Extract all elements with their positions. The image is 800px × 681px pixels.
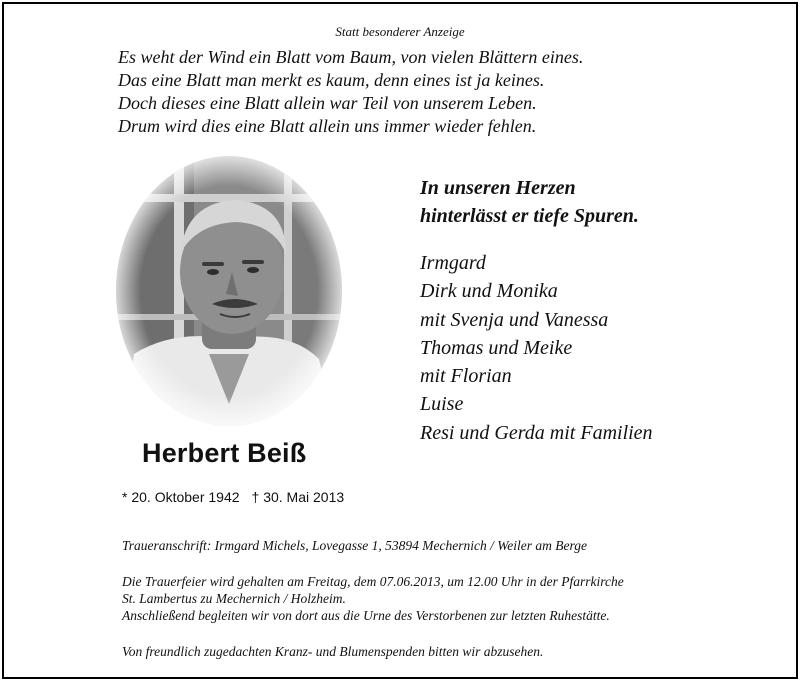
- mourner: Resi und Gerda mit Familien: [420, 421, 653, 444]
- notice-header: Statt besonderer Anzeige: [335, 24, 465, 39]
- mourner: mit Svenja und Vanessa: [420, 308, 609, 331]
- flowers-note: Von freundlich zugedachten Kranz- und Blumenspenden bitten wir abzusehen.: [122, 644, 544, 659]
- motto-line: In unseren Herzen: [420, 177, 576, 199]
- funeral-line: Anschließend begleiten wir von dort aus die Urne des Verstorbenen zur letzten Ruhestätte.: [122, 608, 610, 623]
- poem-line: Das eine Blatt man merkt es kaum, denn eines ist ja keines.: [118, 70, 545, 90]
- mourner: mit Florian: [420, 365, 512, 388]
- mourning-address: Traueranschrift: Irmgard Michels, Lovegasse 1, 53894 Mechernich / Weiler am Berge: [122, 538, 587, 553]
- poem: [118, 46, 583, 138]
- funeral-details: [122, 573, 624, 624]
- mourners-list: [420, 249, 653, 447]
- motto-line: hinterlässt er tiefe Spuren.: [420, 205, 639, 227]
- deceased-name: Herbert Beiß: [142, 438, 307, 468]
- poem-line: Es weht der Wind ein Blatt vom Baum, von vielen Blättern eines.: [118, 47, 584, 67]
- life-dates: [122, 489, 344, 505]
- obituary-notice: [2, 2, 798, 679]
- funeral-line: Die Trauerfeier wird gehalten am Freitag, dem 07.06.2013, um 12.00 Uhr in der Pfarrkirche: [122, 574, 624, 589]
- funeral-line: St. Lambertus zu Mechernich / Holzheim.: [122, 591, 346, 606]
- birth-date: * 20. Oktober 1942: [122, 489, 240, 505]
- mourner: Luise: [420, 393, 464, 416]
- poem-line: Drum wird dies eine Blatt allein uns immer wieder fehlen.: [118, 116, 537, 136]
- poem-line: Doch dieses eine Blatt allein war Teil von unserem Leben.: [118, 93, 537, 113]
- motto: [420, 174, 639, 230]
- mourner: Thomas und Meike: [420, 336, 573, 359]
- mourner: Irmgard: [420, 252, 486, 274]
- portrait-photo: [114, 154, 344, 428]
- mourner: Dirk und Monika: [420, 280, 558, 303]
- death-date: † 30. Mai 2013: [251, 489, 345, 505]
